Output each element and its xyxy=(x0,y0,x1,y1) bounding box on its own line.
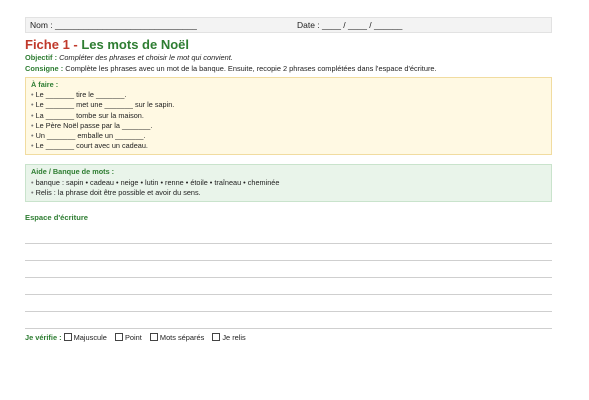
exercise-text: Le Père Noël passe par la _______. xyxy=(35,120,153,130)
exercise-item xyxy=(31,111,546,121)
check-label: Point xyxy=(124,333,142,343)
a-faire-box xyxy=(25,77,552,155)
checklist xyxy=(25,333,552,343)
date-field: Date : ____ / ____ / ______ xyxy=(297,20,403,30)
check-mots-separes[interactable] xyxy=(150,333,204,342)
aide-text: Relis : la phrase doit être possible et avoir du sens. xyxy=(35,187,201,197)
aide-title: Aide / Banque de mots : xyxy=(31,167,115,177)
exercise-item xyxy=(31,100,546,110)
bullet-icon: • xyxy=(31,100,34,110)
check-je-relis[interactable] xyxy=(212,333,245,342)
writing-line[interactable] xyxy=(25,227,552,244)
exercise-item xyxy=(31,90,546,100)
exercise-text: Le _______ court avec un cadeau. xyxy=(35,141,148,151)
title-separator: - xyxy=(69,37,82,52)
bullet-icon: • xyxy=(31,187,34,197)
check-majuscule[interactable] xyxy=(64,333,107,342)
consigne-line xyxy=(25,64,552,75)
check-label: Mots séparés xyxy=(159,333,205,343)
bullet-icon: • xyxy=(31,177,34,187)
writing-line[interactable] xyxy=(25,278,552,295)
bullet-icon: • xyxy=(31,90,34,100)
checkbox-icon[interactable] xyxy=(212,333,220,341)
objectif-label: Objectif : xyxy=(25,53,58,62)
checklist-label: Je vérifie : xyxy=(25,333,62,343)
consigne-label: Consigne : xyxy=(25,63,64,73)
worksheet xyxy=(25,17,552,343)
checkbox-icon[interactable] xyxy=(64,333,72,341)
checkbox-icon[interactable] xyxy=(115,333,123,341)
exercise-text: Un _______ emballe un _______. xyxy=(35,131,146,141)
exercise-item xyxy=(31,121,546,131)
name-field: Nom : ______________________________ xyxy=(30,20,197,30)
writing-area[interactable] xyxy=(25,227,552,329)
title-number: Fiche 1 xyxy=(25,37,70,52)
consigne-text: Complète les phrases avec un mot de la banque. Ensuite, recopie 2 phrases complétées dans l'espace d'écriture. xyxy=(63,63,437,73)
writing-line[interactable] xyxy=(25,295,552,312)
exercise-item xyxy=(31,131,546,141)
objectif-text: Compléter des phrases et choisir le mot qui convient. xyxy=(57,53,233,62)
checkbox-icon[interactable] xyxy=(150,333,158,341)
aide-item xyxy=(31,178,546,188)
exercise-text: Le _______ tire le _______. xyxy=(35,90,127,100)
aide-text: banque : sapin • cadeau • neige • lutin • renne • étoile • traîneau • cheminée xyxy=(35,177,280,187)
exercise-text: Le _______ met une _______ sur le sapin. xyxy=(35,100,175,110)
header-bar xyxy=(25,17,552,33)
page-title xyxy=(25,36,552,53)
check-label: Majuscule xyxy=(73,333,107,343)
aide-box xyxy=(25,164,552,202)
writing-line[interactable] xyxy=(25,244,552,261)
a-faire-title: À faire : xyxy=(31,80,59,89)
exercise-item xyxy=(31,141,546,151)
check-label: Je relis xyxy=(222,333,246,343)
objectif-line xyxy=(25,53,552,64)
aide-item xyxy=(31,188,546,198)
writing-space-title: Espace d'écriture xyxy=(25,213,89,223)
bullet-icon: • xyxy=(31,131,34,141)
check-point[interactable] xyxy=(115,333,142,342)
bullet-icon: • xyxy=(31,120,34,130)
title-text: Les mots de Noël xyxy=(81,37,189,52)
bullet-icon: • xyxy=(31,141,34,151)
writing-line[interactable] xyxy=(25,312,552,329)
bullet-icon: • xyxy=(31,110,34,120)
exercise-text: La _______ tombe sur la maison. xyxy=(35,110,144,120)
writing-line[interactable] xyxy=(25,261,552,278)
